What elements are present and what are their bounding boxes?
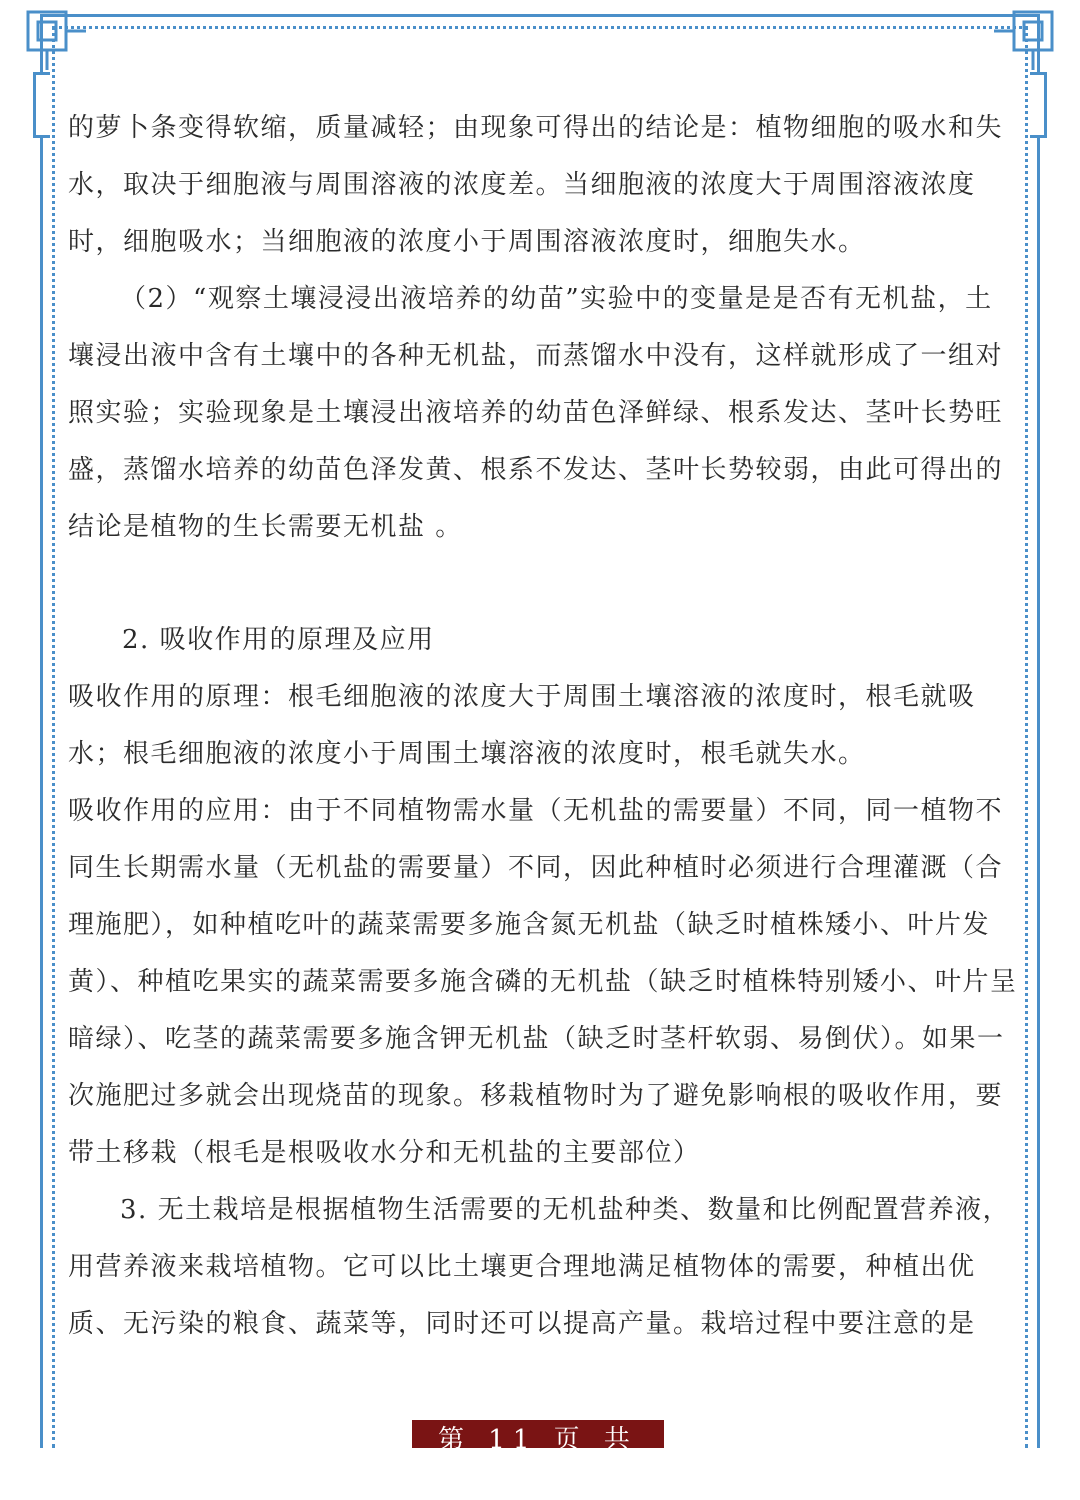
corner-ornament-icon [992, 8, 1056, 72]
paragraph: 吸收作用的应用：由于不同植物需水量（无机盐的需要量）不同，同一植物不同生长期需水量（无机盐的需要量）不同，因此种植时必须进行合理灌溉（合理施肥），如种植吃叶的蔬菜需要多施含氮无机盐（缺乏时植株矮小、叶片发黄）、种植吃果实的蔬菜需要多施含磷的无机盐（缺乏时植株特别矮小、叶片呈暗绿）、吃茎的蔬菜需要多施含钾无机盐（缺乏时茎杆软弱、易倒伏）。如果一次施肥过多就会出现烧苗的现象。移栽植物时为了避免影响根的吸收作用，要带土移栽（根毛是根吸收水分和无机盐的主要部位） [68, 796, 1018, 1168]
frame-side-mark [33, 72, 50, 138]
paragraph: 吸收作用的原理：根毛细胞液的浓度大于周围土壤溶液的浓度时，根毛就吸水；根毛细胞液的浓度小于周围土壤溶液的浓度时，根毛就失水。 [68, 682, 976, 769]
corner-ornament-icon [24, 8, 88, 72]
paragraph: 的萝卜条变得软缩，质量减轻；由现象可得出的结论是：植物细胞的吸水和失水，取决于细胞液与周围溶液的浓度差。当细胞液的浓度大于周围溶液浓度时，细胞吸水；当细胞液的浓度小于周围溶液浓度时，细胞失水。 [68, 113, 1004, 257]
paragraph: （2）“观察土壤浸浸出液培养的幼苗”实验中的变量是是否有无机盐，土壤浸出液中含有土壤中的各种无机盐，而蒸馏水中没有，这样就形成了一组对照实验；实验现象是土壤浸出液培养的幼苗色泽鲜绿、根系发达、茎叶长势旺盛，蒸馏水培养的幼苗色泽发黄、根系不发达、茎叶长势较弱，由此可得出的结论是植物的生长需要无机盐 。 [68, 284, 1004, 542]
frame-side-mark [1030, 72, 1047, 138]
section-heading: 2. 吸收作用的原理及应用 [122, 625, 435, 655]
document-body [68, 100, 1018, 1353]
page-number-footer: 第 11 页 共 42 页 [412, 1420, 664, 1448]
paragraph: 3. 无土栽培是根据植物生活需要的无机盐种类、数量和比例配置营养液，用营养液来栽培植物。它可以比土壤更合理地满足植物体的需要，种植出优质、无污染的粮食、蔬菜等，同时还可以提高产量。栽培过程中要注意的是 [68, 1195, 1011, 1339]
